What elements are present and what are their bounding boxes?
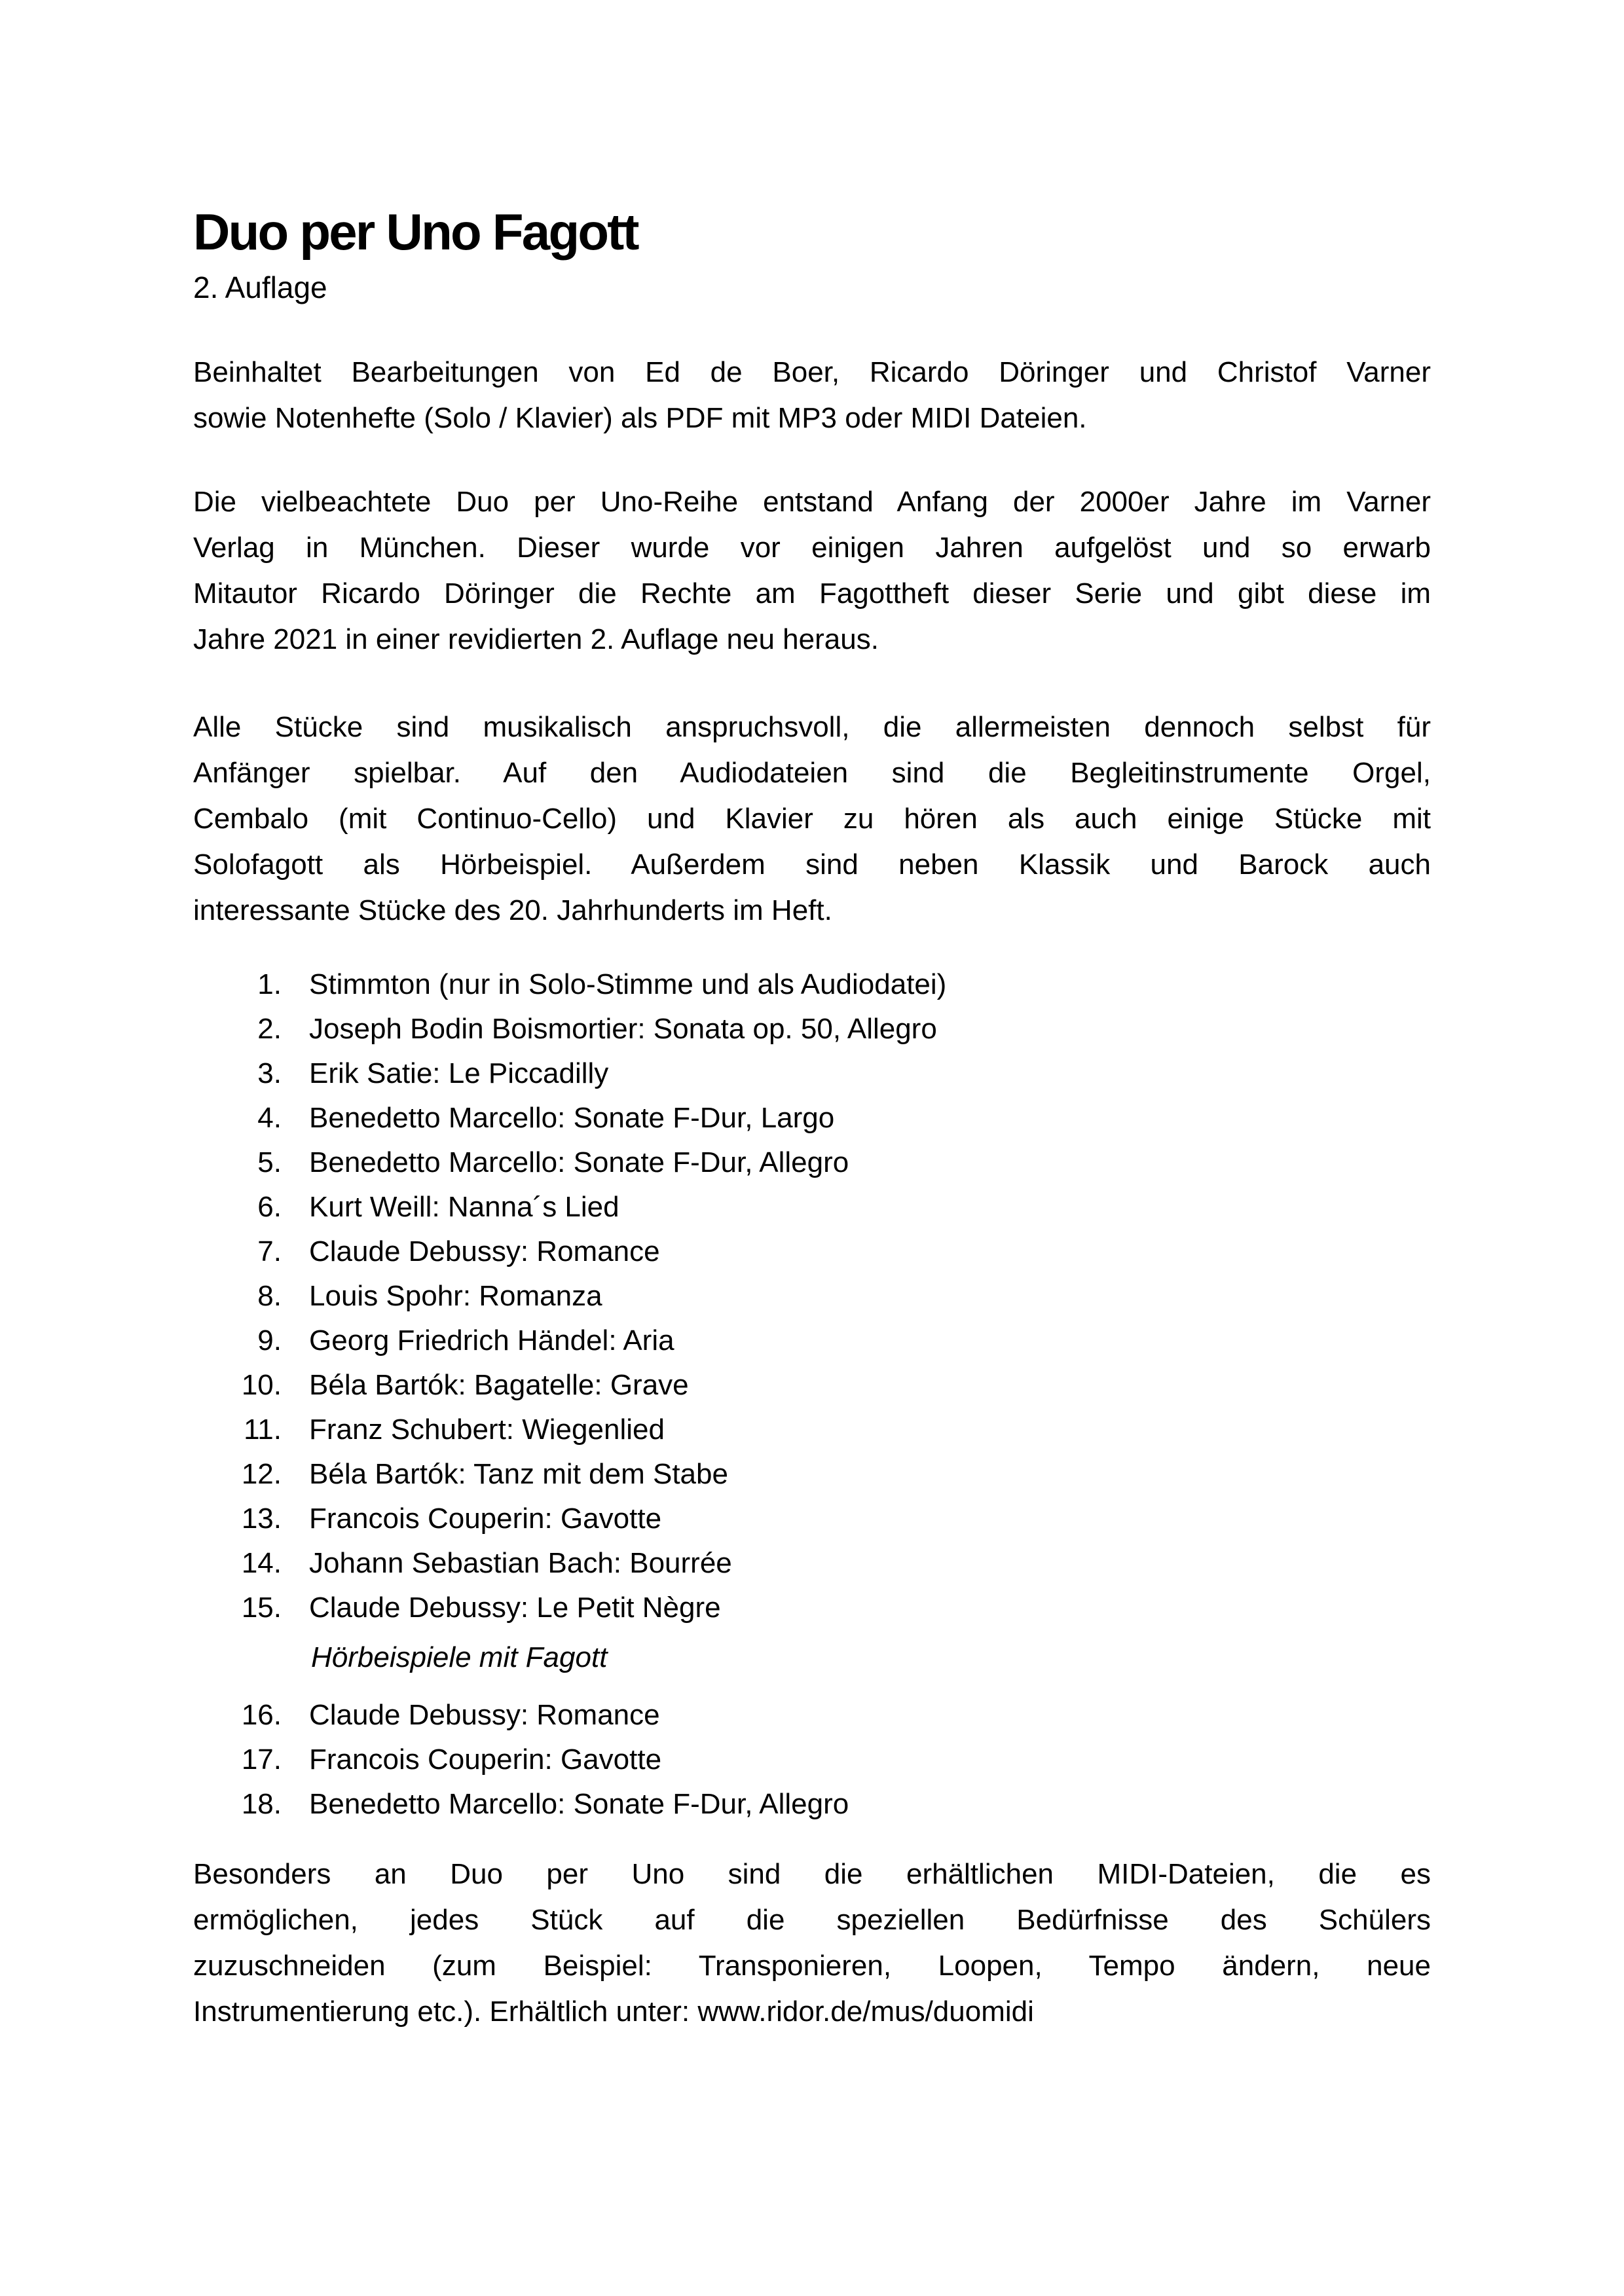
track-title: Benedetto Marcello: Sonate F-Dur, Allegro [309,1788,849,1820]
track-title: Kurt Weill: Nanna´s Lied [309,1191,619,1223]
track-row [193,1319,1431,1363]
track-title: Benedetto Marcello: Sonate F-Dur, Allegro [309,1146,849,1178]
track-number: 14. [241,1547,282,1579]
track-number: 12. [241,1458,282,1490]
track-row [193,1541,1431,1586]
text-line: interessante Stücke des 20. Jahrhunderts im Heft. [193,894,832,926]
track-row [193,1408,1431,1452]
track-title: Claude Debussy: Romance [309,1699,660,1731]
track-title: Béla Bartók: Bagatelle: Grave [309,1369,689,1401]
intro-paragraph-2 [193,479,1431,663]
track-number: 18. [241,1788,282,1820]
track-title: Benedetto Marcello: Sonate F-Dur, Largo [309,1102,835,1134]
track-title: Francois Couperin: Gavotte [309,1503,662,1535]
page-title: Duo per Uno Fagott [193,203,638,261]
track-number: 6. [257,1191,282,1223]
track-number: 13. [241,1503,282,1535]
track-row [193,1140,1431,1185]
text-line: Alle Stücke sind musikalisch anspruchsvoll, die allermeisten dennoch selbst für [193,711,1431,743]
track-number: 17. [241,1743,282,1776]
track-row [193,1452,1431,1497]
track-row [193,1586,1431,1630]
text-line: sowie Notenhefte (Solo / Klavier) als PDF mit MP3 oder MIDI Dateien. [193,402,1087,434]
text-line: zuzuschneiden (zum Beispiel: Transponieren, Loopen, Tempo ändern, neue [193,1950,1431,1982]
intro-paragraph-3 [193,704,1431,934]
track-row [193,1051,1431,1096]
track-row [193,1693,1431,1738]
track-row [193,1738,1431,1782]
track-title: Louis Spohr: Romanza [309,1280,602,1312]
text-line: Mitautor Ricardo Döringer die Rechte am Fagottheft dieser Serie und gibt diese im [193,577,1431,610]
track-row [193,1007,1431,1051]
track-number: 11. [244,1413,282,1446]
text-line: ermöglichen, jedes Stück auf die speziellen Bedürfnisse des Schülers [193,1904,1431,1936]
text-line: Anfänger spielbar. Auf den Audiodateien sind die Begleitinstrumente Orgel, [193,757,1431,789]
track-number: 15. [241,1592,282,1624]
track-row [193,1782,1431,1827]
track-number: 8. [257,1280,282,1312]
track-row [193,1274,1431,1319]
track-title: Francois Couperin: Gavotte [309,1743,662,1776]
track-title: Joseph Bodin Boismortier: Sonata op. 50, Allegro [309,1013,937,1045]
track-title: Claude Debussy: Romance [309,1235,660,1267]
text-line: Beinhaltet Bearbeitungen von Ed de Boer, Ricardo Döringer und Christof Varner [193,356,1431,388]
closing-paragraph [193,1851,1431,2035]
track-row [193,1363,1431,1408]
track-number: 3. [257,1057,282,1089]
track-title: Erik Satie: Le Piccadilly [309,1057,609,1089]
page-content [193,0,1431,2035]
text-line: Jahre 2021 in einer revidierten 2. Auflage neu heraus. [193,623,879,655]
text-line: Besonders an Duo per Uno sind die erhältlichen MIDI-Dateien, die es [193,1858,1431,1890]
track-row [193,1185,1431,1230]
track-row [193,962,1431,1007]
track-title: Georg Friedrich Händel: Aria [309,1324,674,1357]
track-row [193,1497,1431,1541]
track-number: 7. [257,1235,282,1267]
track-number: 9. [257,1324,282,1357]
track-list [193,962,1431,1630]
track-number: 10. [241,1369,282,1401]
track-title: Stimmton (nur in Solo-Stimme und als Audiodatei) [309,968,947,1000]
track-row [193,1096,1431,1140]
text-line: Verlag in München. Dieser wurde vor einigen Jahren aufgelöst und so erwarb [193,532,1431,564]
page-subtitle: 2. Auflage [193,270,327,304]
track-row [193,1230,1431,1274]
track-number: 4. [257,1102,282,1134]
audio-examples-heading: Hörbeispiele mit Fagott [311,1641,608,1673]
track-title: Béla Bartók: Tanz mit dem Stabe [309,1458,728,1490]
track-title: Franz Schubert: Wiegenlied [309,1413,665,1446]
track-title: Claude Debussy: Le Petit Nègre [309,1592,721,1624]
track-title: Johann Sebastian Bach: Bourrée [309,1547,732,1579]
track-number: 16. [241,1699,282,1731]
intro-paragraph-1 [193,350,1431,441]
track-number: 5. [257,1146,282,1178]
audio-examples-list [193,1693,1431,1827]
text-line: Instrumentierung etc.). Erhältlich unter: www.ridor.de/mus/duomidi [193,1995,1034,2028]
text-line: Solofagott als Hörbeispiel. Außerdem sind neben Klassik und Barock auch [193,848,1431,881]
track-number: 2. [257,1013,282,1045]
track-number: 1. [257,968,282,1000]
text-line: Die vielbeachtete Duo per Uno-Reihe entstand Anfang der 2000er Jahre im Varner [193,486,1431,518]
text-line: Cembalo (mit Continuo-Cello) und Klavier zu hören als auch einige Stücke mit [193,803,1431,835]
